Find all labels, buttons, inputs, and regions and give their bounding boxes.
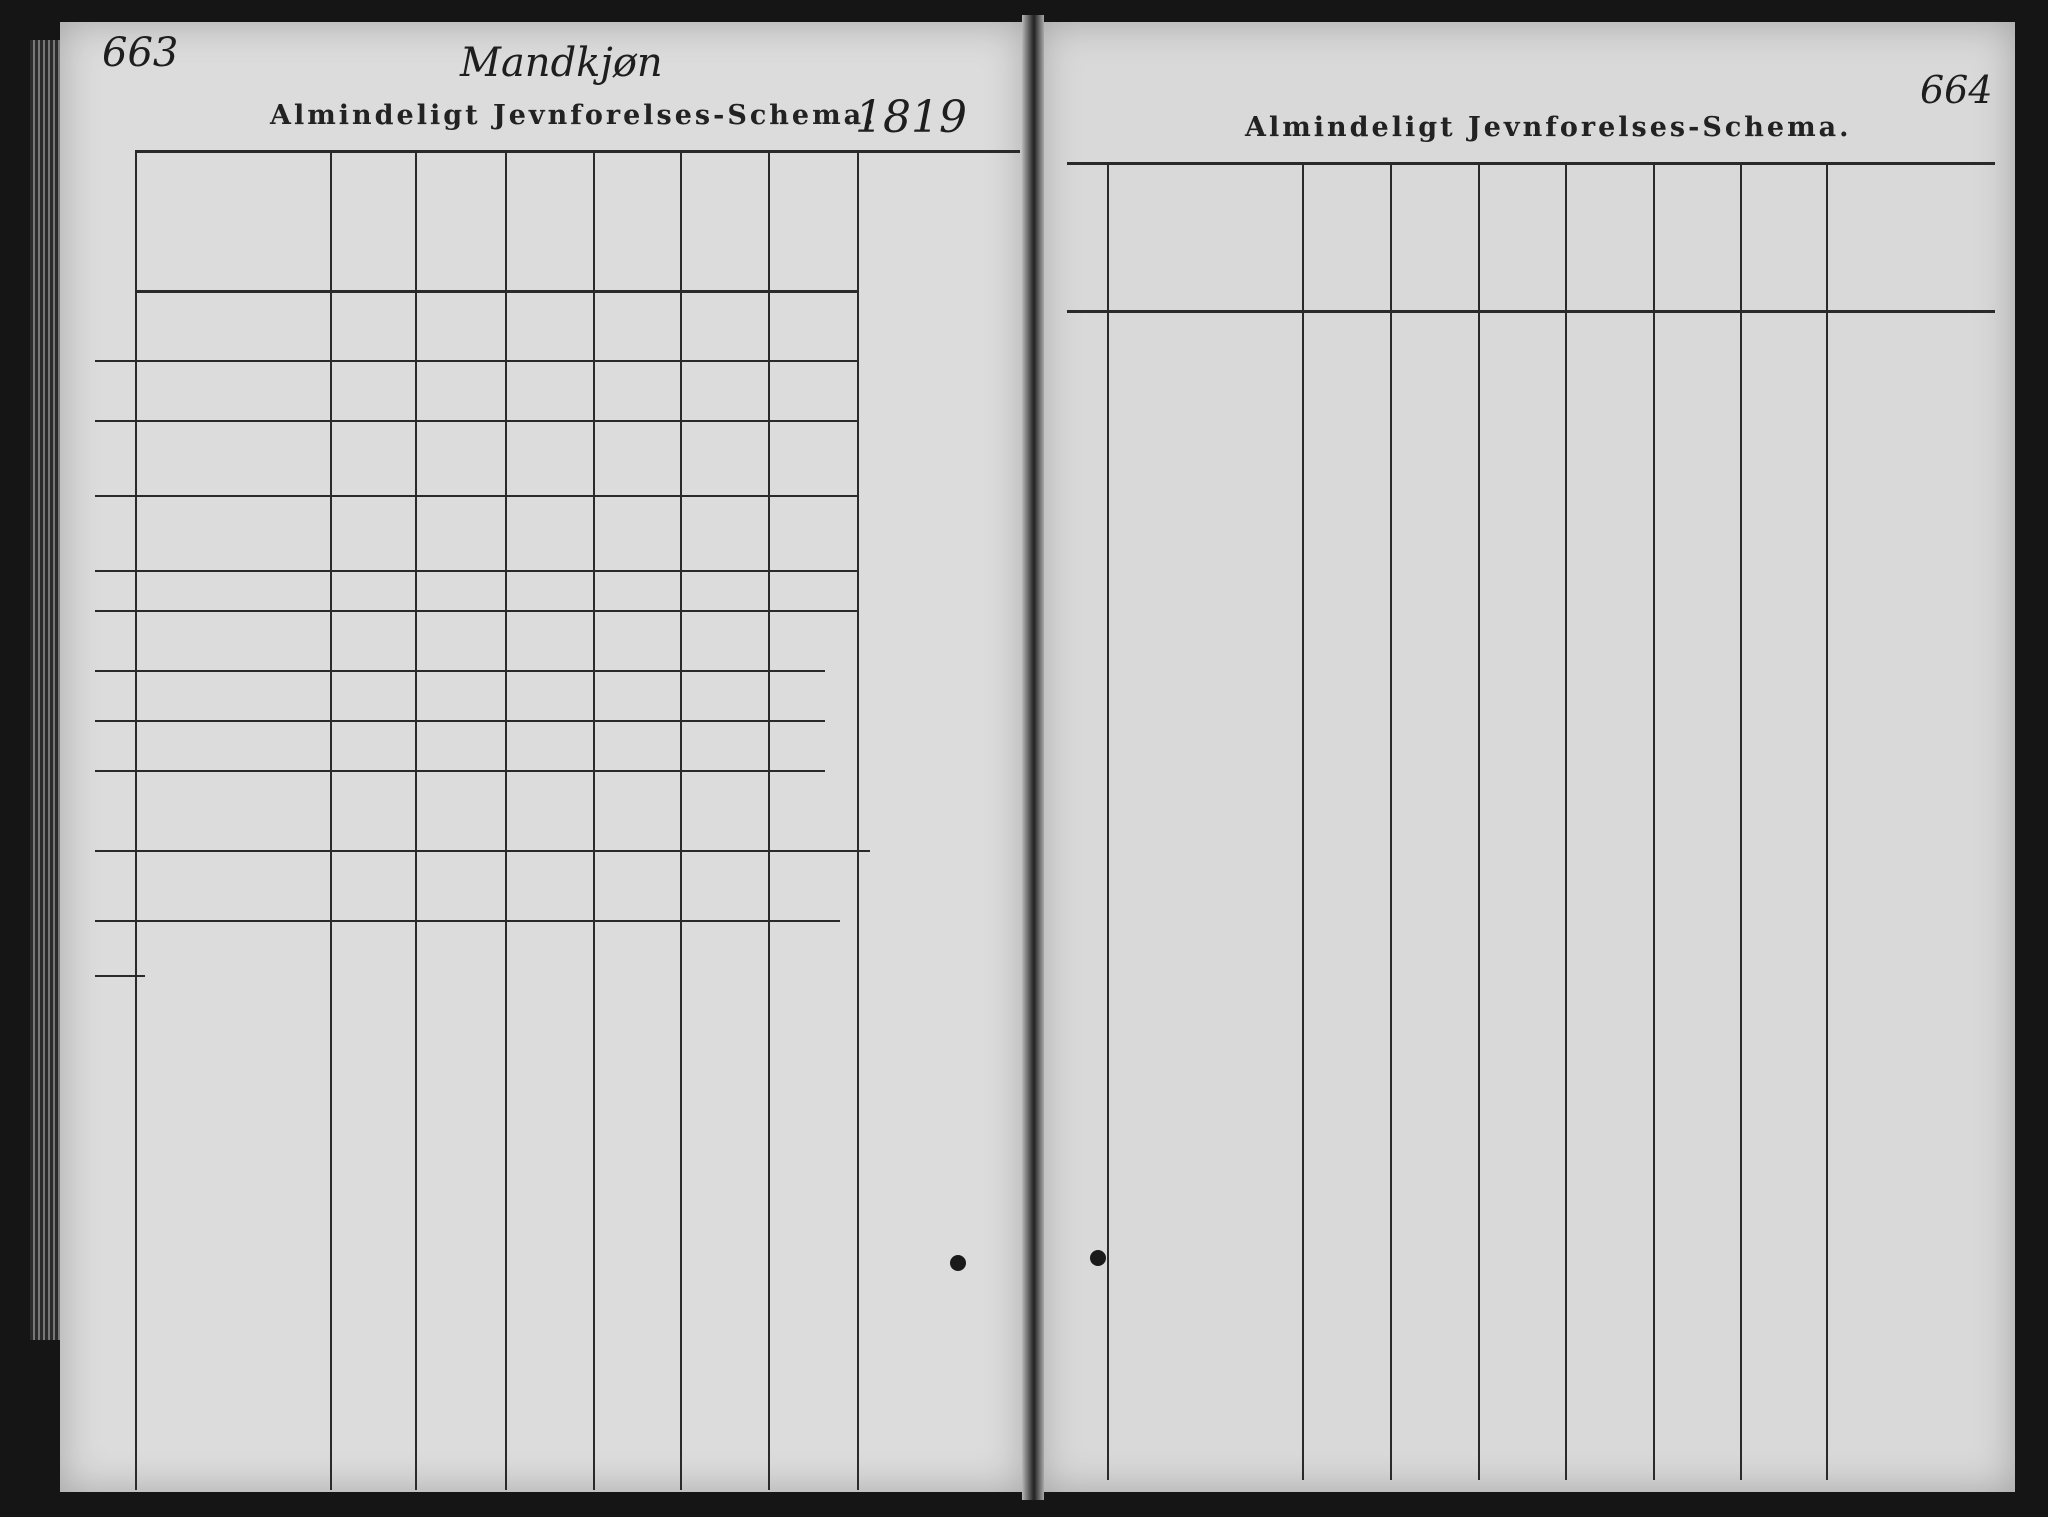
ink-blot (1090, 1250, 1106, 1266)
column-divider (857, 150, 859, 1490)
column-divider (768, 150, 770, 1490)
row-rule (95, 770, 825, 772)
header-rule-bottom (1067, 310, 1995, 313)
header-rule-top (135, 150, 1020, 153)
column-divider (680, 150, 682, 1490)
header-rule-top (1067, 162, 1995, 165)
row-rule (95, 850, 870, 852)
column-divider (1740, 162, 1742, 1480)
right-page-title: Almindeligt Jevnforelses-Schema. (1245, 112, 1852, 143)
parish-note: Mandkjøn (460, 40, 663, 86)
right-page (1040, 22, 2015, 1492)
column-divider (505, 150, 507, 1490)
row-rule (95, 920, 840, 922)
left-page-number: 663 (102, 30, 179, 76)
column-divider (593, 150, 595, 1490)
left-page (60, 22, 1025, 1492)
row-rule (95, 495, 857, 497)
book-spine (1022, 15, 1044, 1500)
column-divider (415, 150, 417, 1490)
row-rule (95, 720, 825, 722)
ink-blot (950, 1255, 966, 1271)
column-divider (1107, 162, 1109, 1480)
row-rule (95, 570, 857, 572)
column-divider (1302, 162, 1304, 1480)
page-edges (30, 40, 62, 1340)
column-divider (1826, 162, 1828, 1480)
column-divider (1478, 162, 1480, 1480)
row-rule (95, 420, 857, 422)
row-rule (95, 670, 825, 672)
left-page-title: Almindeligt Jevnforelses-Schema. (270, 100, 877, 131)
row-rule (95, 610, 857, 612)
right-page-number: 664 (1920, 68, 1993, 112)
column-divider (1390, 162, 1392, 1480)
column-divider (1565, 162, 1567, 1480)
row-rule (95, 975, 145, 977)
column-divider (330, 150, 332, 1490)
header-rule-bottom (135, 290, 857, 293)
column-divider (1653, 162, 1655, 1480)
year: 1819 (855, 92, 967, 143)
column-divider (135, 150, 137, 1490)
row-rule (95, 360, 857, 362)
